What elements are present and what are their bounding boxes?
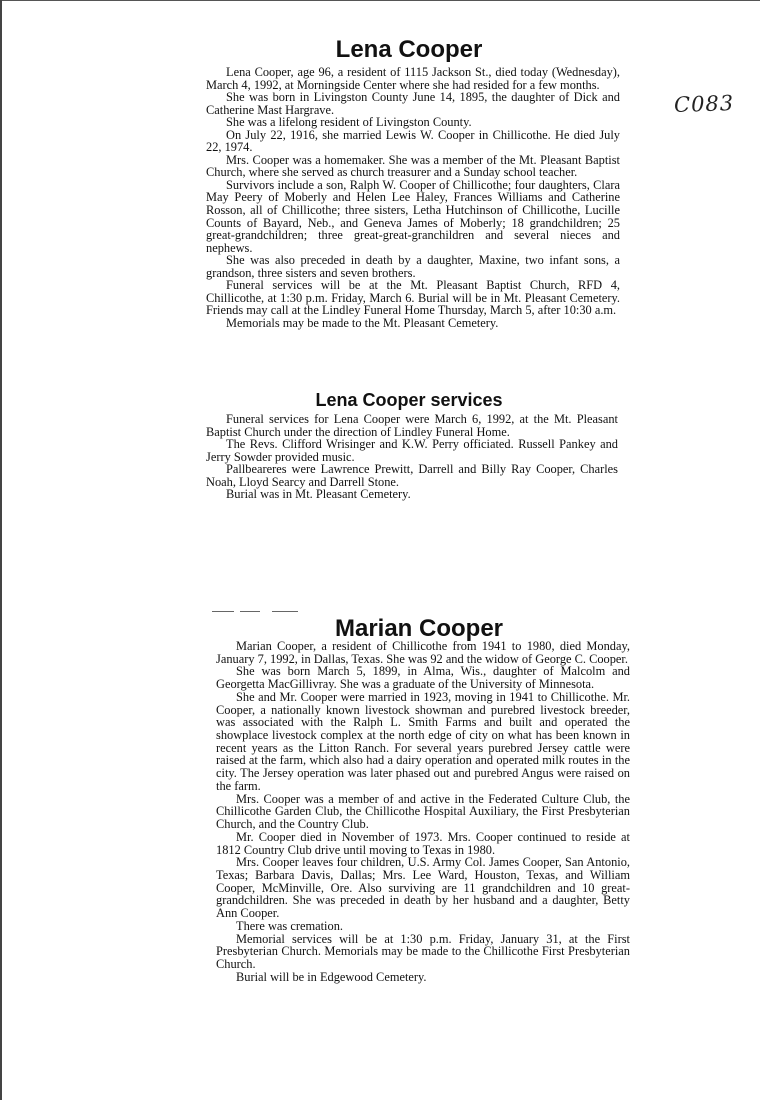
paragraph: Mrs. Cooper was a member of and active in the Federated Culture Club, the Chillicothe Garden Club, the Chillicothe Hospital Auxiliary, the First Presbyterian Church, and the Country Club.	[216, 791, 630, 832]
paragraph: Mr. Cooper died in November of 1973. Mrs. Cooper continued to reside at 1812 Country Club drive until moving to Texas in 1980.	[216, 829, 630, 857]
services-body-lena-cooper	[206, 413, 618, 501]
scan-left-edge	[0, 0, 2, 1100]
scan-top-edge	[0, 0, 760, 1]
clipping-edge-line	[212, 611, 234, 612]
paragraph: Mrs. Cooper leaves four children, U.S. Army Col. James Cooper, San Antonio, Texas; Barbara Davis, Dallas; Mrs. Lee Ward, Houston, Texas, and William Cooper, McMinville, Ore. Also surviving are 11 grandchildren and 10 great-grandchildren. She was preceded in death by her husband and a daughter, Betty Ann Cooper.	[216, 855, 630, 921]
obituary-body-marian-cooper	[216, 640, 630, 983]
clipping-edge-line	[272, 611, 298, 612]
paragraph: Funeral services will be at the Mt. Pleasant Baptist Church, RFD 4, Chillicothe, at 1:30 p.m. Friday, March 6. Burial will be in Mt. Pleasant Cemetery. Friends may call at the Lindley Funeral Home Thursday, March 5, after 10:30 a.m.	[206, 278, 620, 318]
paragraph: Memorial services will be at 1:30 p.m. Friday, January 31, at the First Presbyterian Church. Memorials may be made to the Chillicothe First Presbyterian Church.	[216, 931, 630, 971]
paragraph: Mrs. Cooper was a homemaker. She was a member of the Mt. Pleasant Baptist Church, where she served as church treasurer and a Sunday school teacher.	[206, 152, 620, 180]
paragraph: She was born March 5, 1899, in Alma, Wis., daughter of Malcolm and Georgetta MacGillivray. She was a graduate of the University of Minnesota.	[216, 664, 630, 692]
obituary-body-lena-cooper	[206, 66, 620, 329]
paragraph: She was born in Livingston County June 14, 1895, the daughter of Dick and Catherine Mast Hargrave.	[206, 90, 620, 117]
paragraph: Marian Cooper, a resident of Chillicothe from 1941 to 1980, died Monday, January 7, 1992, in Dallas, Texas. She was 92 and the widow of George C. Cooper.	[216, 639, 630, 666]
paragraph: Pallbeareres were Lawrence Prewitt, Darrell and Billy Ray Cooper, Charles Noah, Lloyd Searcy and Darrell Stone.	[206, 462, 618, 489]
paragraph: She was also preceded in death by a daughter, Maxine, two infant sons, a grandson, three sisters and seven brothers.	[206, 253, 620, 280]
obituary-title-lena-cooper: Lena Cooper	[335, 36, 483, 63]
paragraph: Burial will be in Edgewood Cemetery.	[236, 969, 427, 984]
paragraph: Burial was in Mt. Pleasant Cemetery.	[226, 487, 411, 502]
paragraph: There was cremation.	[236, 918, 343, 933]
paragraph: She and Mr. Cooper were married in 1923, moving in 1941 to Chillicothe. Mr. Cooper, a nationally known livestock showman and purebred livestock breeder, was associated with the Ralph L. Smith Farms and built and operated the showplace livestock complex at the north edge of city on what has been known in recent years as the Litton Ranch. For several years purebred Jersey cattle were raised at the farm, which also had a dairy operation and operated milk routes in the city. The Jersey operation was later phased out and purebred Angus were raised on the farm.	[216, 689, 630, 793]
paragraph: Funeral services for Lena Cooper were March 6, 1992, at the Mt. Pleasant Baptist Church under the direction of Lindley Funeral Home.	[206, 412, 618, 439]
obituary-title-marian-cooper: Marian Cooper	[334, 615, 504, 642]
paragraph: The Revs. Clifford Wrisinger and K.W. Perry officiated. Russell Pankey and Jerry Sowder provided music.	[206, 437, 618, 464]
paragraph: She was a lifelong resident of Livingston County.	[226, 115, 472, 130]
services-title-lena-cooper: Lena Cooper services	[315, 390, 503, 410]
handwritten-page-code: C083	[673, 90, 735, 118]
paragraph: Survivors include a son, Ralph W. Cooper of Chillicothe; four daughters, Clara May Peery of Moberly and Helen Lee Haley, Frances Williams and Catherine Rosson, all of Chillicothe; three sisters, Letha Hutchinson of Chillicothe, Lucille Counts of Bayard, Neb., and Geneva James of Moberly; 18 grandchildren; 25 great-grandchildren; three great-great-granchildren and several nieces and nephews.	[206, 177, 620, 255]
paragraph: On July 22, 1916, she married Lewis W. Cooper in Chillicothe. He died July 22, 1974.	[206, 127, 620, 155]
paragraph: Memorials may be made to the Mt. Pleasant Cemetery.	[226, 315, 499, 330]
clipping-edge-line	[240, 611, 260, 612]
paragraph: Lena Cooper, age 96, a resident of 1115 Jackson St., died today (Wednesday), March 4, 1992, at Morningside Center where she had resided for a few months.	[206, 65, 620, 92]
